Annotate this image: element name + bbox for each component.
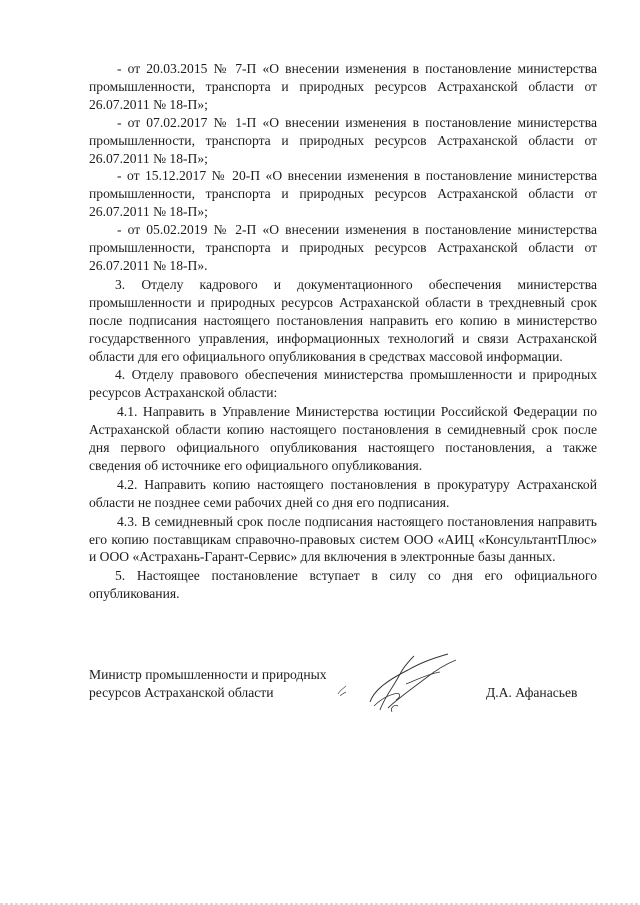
list-item-amendment-2015: - от 20.03.2015 № 7-П «О внесении изменения в постановление министерства промышленности, транспорта и природных ресурсов Астраханской области от 26.07.2011 № 18-П»; — [89, 61, 597, 112]
clause-4-3: 4.3. В семидневный срок после подписания настоящего постановления направить его копию поставщикам справочно-правовых систем ООО «АИЦ «КонсультантПлюс» и ООО «Астрахань-Гарант-Сервис» для включения в электронные базы данных. — [89, 513, 597, 565]
signatory-title-line-1: Министр промышленности и природных — [89, 667, 327, 682]
list-item-amendment-2017-feb: - от 07.02.2017 № 1-П «О внесении изменения в постановление министерства промышленности, транспорта и природных ресурсов Астраханской области от 26.07.2011 № 18-П»; — [89, 114, 597, 166]
clause-4: 4. Отделу правового обеспечения министерства промышленности и природных ресурсов Астраханской области: — [89, 367, 597, 401]
signatory-title-line-2: ресурсов Астраханской области — [89, 685, 274, 700]
list-item-amendment-2017-dec: - от 15.12.2017 № 20-П «О внесении изменения в постановление министерства промышленности, транспорта и природных ресурсов Астраханской области от 26.07.2011 № 18-П»; — [89, 168, 597, 220]
clause-5: 5. Настоящее постановление вступает в силу со дня его официального опубликования. — [89, 568, 597, 602]
clause-4-2: 4.2. Направить копию настоящего постановления в прокуратуру Астраханской области не позднее семи рабочих дней со дня его подписания. — [89, 476, 597, 510]
clause-3: 3. Отделу кадрового и документационного обеспечения министерства промышленности и природных ресурсов Астраханской области в трехдневный срок после подписания настоящего постановления направить его копию в министерство государственного управления, информационных технологий и связи Астраханской области для его официального опубликования в средствах массовой информации. — [89, 276, 597, 364]
signatory-name: Д.А. Афанасьев — [486, 685, 578, 700]
scan-edge-divider — [0, 901, 640, 905]
list-item-amendment-2019: - от 05.02.2019 № 2-П «О внесении изменения в постановление министерства промышленности, транспорта и природных ресурсов Астраханской области от 26.07.2011 № 18-П». — [89, 222, 597, 273]
clause-4-1: 4.1. Направить в Управление Министерства юстиции Российской Федерации по Астраханской области копию настоящего постановления в семидневный срок после дня первого официального опубликования настоящего постановления, а также сведения об источнике его официального опубликования. — [89, 404, 597, 473]
document-body — [89, 60, 597, 603]
handwritten-signature-icon — [330, 650, 470, 720]
